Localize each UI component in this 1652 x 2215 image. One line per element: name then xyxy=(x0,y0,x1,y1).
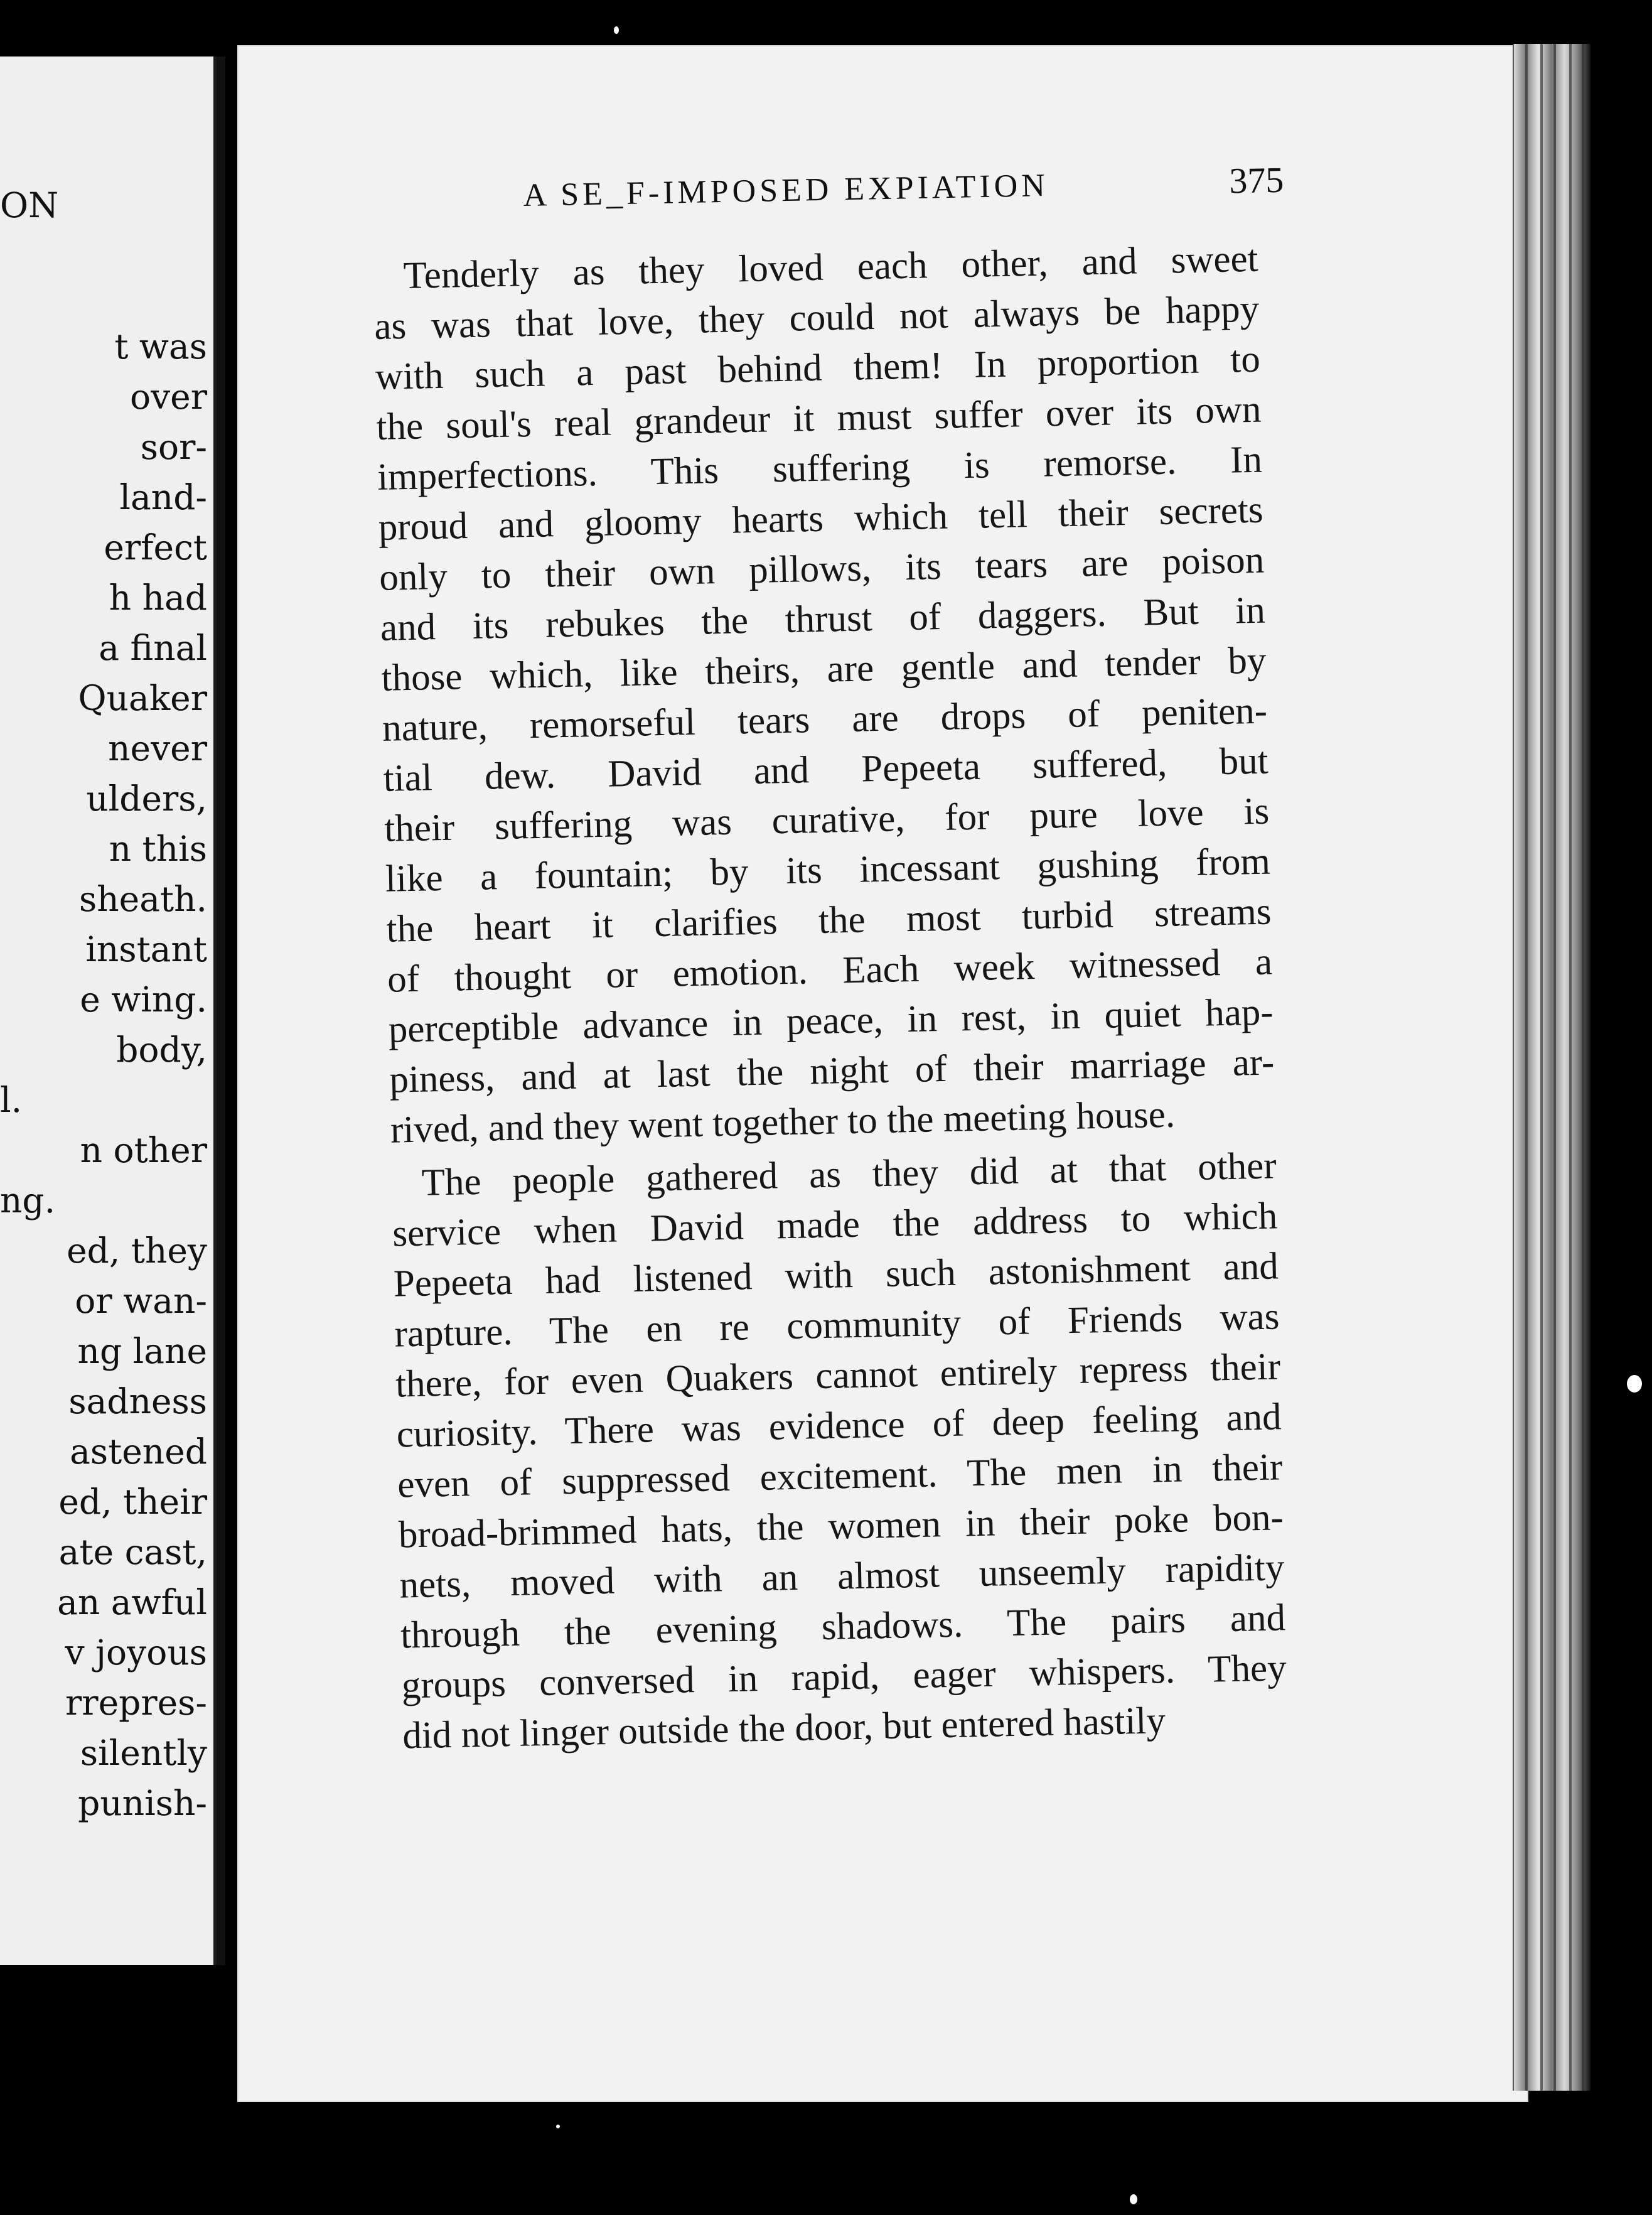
text-line: only to their own pillows, its tears are poison xyxy=(378,539,1265,599)
facing-page-line: h had xyxy=(109,578,207,618)
text-line: service when David made the address to which xyxy=(392,1195,1278,1255)
facing-page-line: ed, their xyxy=(58,1482,207,1522)
book-page xyxy=(237,45,1528,2102)
scan-speck xyxy=(1130,2194,1137,2204)
scan-speck xyxy=(556,2125,560,2128)
facing-page-line: sheath. xyxy=(79,879,207,919)
facing-page-line: n this xyxy=(109,829,207,869)
scan-speck xyxy=(614,26,619,34)
facing-page-line: v joyous xyxy=(65,1632,207,1673)
text-line: broad-brimmed hats, the women in their poke bon- xyxy=(398,1496,1284,1556)
text-line: rapture. The en re community of Friends was xyxy=(394,1295,1280,1355)
facing-page-line: Quaker xyxy=(78,678,207,718)
text-line: Pepeeta had listened with such astonishment and xyxy=(393,1245,1279,1305)
facing-page-line: ng. xyxy=(0,1180,56,1221)
text-line: groups conversed in rapid, eager whispers. They xyxy=(401,1647,1287,1707)
facing-page-line: an awful xyxy=(57,1582,207,1622)
facing-page-line: e wing. xyxy=(80,979,207,1020)
facing-page-running-title-fragment: ON xyxy=(0,185,59,225)
text-line: even of suppressed excitement. The men in their xyxy=(397,1446,1283,1506)
text-line: with such a past behind them! In proportion to xyxy=(375,338,1261,398)
text-line: those which, like theirs, are gentle and tender by xyxy=(380,639,1267,699)
page-edge-line xyxy=(1540,44,1543,2091)
facing-page-line: ate cast, xyxy=(58,1532,207,1572)
facing-page-line: ulders, xyxy=(86,779,207,819)
facing-page-line: ed, they xyxy=(67,1231,207,1271)
facing-page-line: sadness xyxy=(68,1381,207,1421)
page-number: 375 xyxy=(1228,159,1284,202)
text-line: the soul's real grandeur it must suffer over its own xyxy=(375,388,1262,448)
text-line: and its rebukes the thrust of daggers. But in xyxy=(380,589,1266,649)
facing-page-line: or wan- xyxy=(75,1281,207,1321)
text-line: of thought or emotion. Each week witnessed a xyxy=(387,940,1273,1001)
facing-page-line: never xyxy=(108,728,207,768)
scan-speck xyxy=(1627,1375,1642,1393)
facing-page-line: ng lane xyxy=(77,1331,207,1371)
facing-page-line: l. xyxy=(0,1080,23,1120)
text-line: The people gathered as they did at that other xyxy=(421,1145,1277,1204)
text-line: as was that love, they could not always be happy xyxy=(373,288,1260,348)
text-line: rived, and they went together to the meeting house. xyxy=(390,1093,1176,1151)
page-edge-line xyxy=(1553,44,1556,2091)
text-line: through the evening shadows. The pairs and xyxy=(400,1597,1286,1657)
page-edge-line xyxy=(1569,44,1572,2091)
facing-page-line: erfect xyxy=(104,527,207,568)
running-title: A SE_F-IMPOSED EXPIATION xyxy=(523,167,1049,213)
facing-page-line: instant xyxy=(85,929,207,969)
book-gutter xyxy=(217,57,225,1965)
page-edges xyxy=(1513,44,1590,2091)
facing-page-line: a final xyxy=(99,628,207,668)
page-header xyxy=(523,158,1496,234)
text-line: imperfections. This suffering is remorse. In xyxy=(377,438,1263,499)
text-line: nature, remorseful tears are drops of peniten- xyxy=(382,689,1268,750)
text-line: curiosity. There was evidence of deep feeling and xyxy=(396,1396,1282,1456)
facing-page-line: t was xyxy=(114,326,207,367)
text-line: perceptible advance in peace, in rest, in quiet hap- xyxy=(388,991,1274,1051)
text-line: their suffering was curative, for pure love is xyxy=(384,790,1270,850)
text-line: the heart it clarifies the most turbid streams xyxy=(385,890,1272,951)
facing-page-line: astened xyxy=(70,1431,207,1472)
text-line: Tenderly as they loved each other, and sweet xyxy=(403,237,1259,298)
text-line: piness, and at last the night of their marriage ar- xyxy=(389,1041,1275,1101)
text-line: did not linger outside the door, but entered hastily xyxy=(402,1700,1166,1757)
facing-page-line: land- xyxy=(119,477,207,517)
facing-page-line: silently xyxy=(80,1733,207,1773)
facing-page-line: over xyxy=(129,377,207,417)
facing-page-line: n other xyxy=(80,1130,207,1170)
text-line: there, for even Quakers cannot entirely repress their xyxy=(395,1345,1281,1406)
page-edge-line xyxy=(1525,44,1528,2091)
page-edge-line xyxy=(1582,44,1584,2091)
body-text xyxy=(373,235,1287,1757)
facing-page-line: rrepres- xyxy=(65,1683,207,1723)
facing-page-line: body, xyxy=(116,1030,207,1070)
facing-page xyxy=(0,57,222,1965)
text-line: like a fountain; by its incessant gushing from xyxy=(385,840,1271,900)
text-line: tial dew. David and Pepeeta suffered, but xyxy=(383,740,1269,800)
facing-page-line: punish- xyxy=(78,1783,207,1823)
facing-page-line: sor- xyxy=(140,427,207,467)
text-line: nets, moved with an almost unseemly rapidity xyxy=(399,1546,1285,1607)
text-line: proud and gloomy hearts which tell their secrets xyxy=(378,488,1264,549)
